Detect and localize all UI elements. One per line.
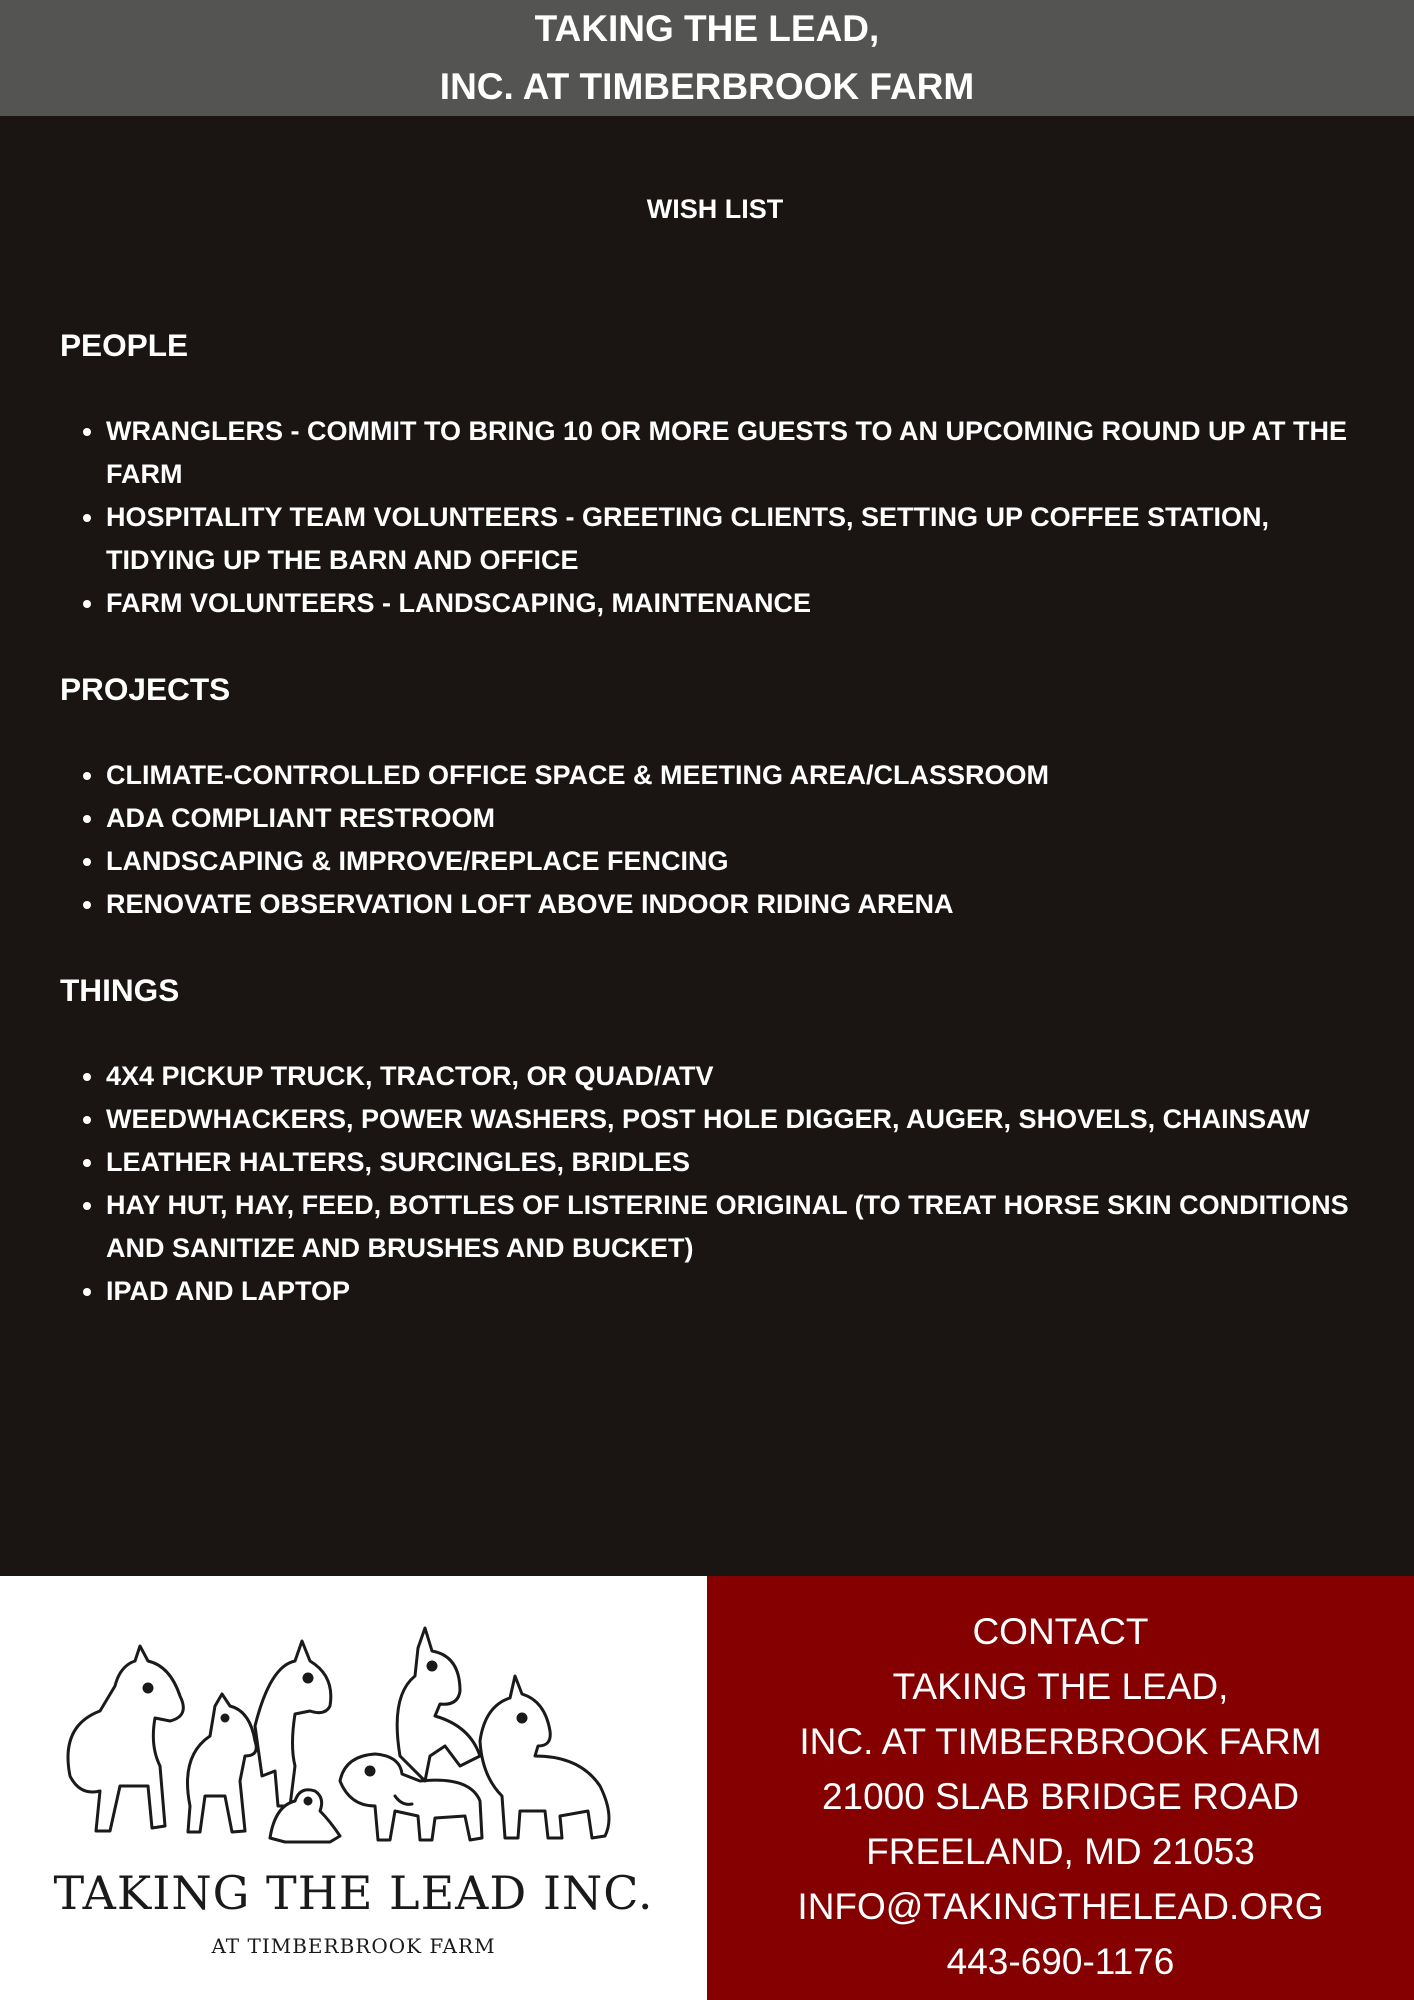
page-header [0,0,1414,116]
section-heading-projects: PROJECTS [60,671,231,707]
section-heading-things: THINGS [60,972,180,1008]
logo-panel [0,1576,707,2000]
list-item: • HOSPITALITY TEAM VOLUNTEERS - GREETING CLIENTS, SETTING UP COFFEE STATION, TIDYING UP THE BARN AND OFFICE [106,496,1360,582]
contact-heading: CONTACT [972,1611,1149,1652]
list-item: • ADA COMPLIANT RESTROOM [106,797,1360,840]
wish-list-title: WISH LIST [646,194,784,224]
header-title-line-2: INC. AT TIMBERBROOK FARM [439,66,975,107]
list-item: • IPAD AND LAPTOP [106,1270,1360,1313]
wish-list-content [60,324,1360,1356]
list-item: • LEATHER HALTERS, SURCINGLES, BRIDLES [106,1141,1360,1184]
horses-and-dogs-logo-icon [40,1606,660,1866]
logo-wordmark: TAKING THE LEAD INC. [53,1866,654,1920]
list-item: • RENOVATE OBSERVATION LOFT ABOVE INDOOR RIDING ARENA [106,883,1360,926]
contact-address-city: FREELAND, MD 21053 [866,1831,1255,1872]
contact-email-link[interactable]: INFO@TAKINGTHELEAD.ORG [797,1886,1324,1927]
logo-subtitle: AT TIMBERBROOK FARM [211,1934,496,1958]
list-item: • LANDSCAPING & IMPROVE/REPLACE FENCING [106,840,1360,883]
list-item: • FARM VOLUNTEERS - LANDSCAPING, MAINTENANCE [106,582,1360,625]
contact-address-street: 21000 SLAB BRIDGE ROAD [821,1776,1300,1817]
list-item: • HAY HUT, HAY, FEED, BOTTLES OF LISTERINE ORIGINAL (TO TREAT HORSE SKIN CONDITIONS AND SANITIZE AND BRUSHES AND BUCKET) [106,1184,1360,1270]
contact-org-line-2: INC. AT TIMBERBROOK FARM [799,1721,1322,1762]
list-item: • WEEDWHACKERS, POWER WASHERS, POST HOLE DIGGER, AUGER, SHOVELS, CHAINSAW [106,1098,1360,1141]
list-item: • 4X4 PICKUP TRUCK, TRACTOR, OR QUAD/ATV [106,1055,1360,1098]
contact-panel [707,1576,1414,2000]
projects-list [60,754,1360,926]
header-title-line-1: TAKING THE LEAD, [534,8,880,49]
contact-phone-link[interactable]: 443-690-1176 [946,1941,1175,1982]
contact-org-line-1: TAKING THE LEAD, [892,1666,1229,1707]
people-list [60,410,1360,625]
section-heading-people: PEOPLE [60,327,189,363]
things-list [60,1055,1360,1313]
list-item: • WRANGLERS - COMMIT TO BRING 10 OR MORE GUESTS TO AN UPCOMING ROUND UP AT THE FARM [106,410,1360,496]
wish-list-panel [0,116,1414,1576]
list-item: • CLIMATE-CONTROLLED OFFICE SPACE & MEETING AREA/CLASSROOM [106,754,1360,797]
